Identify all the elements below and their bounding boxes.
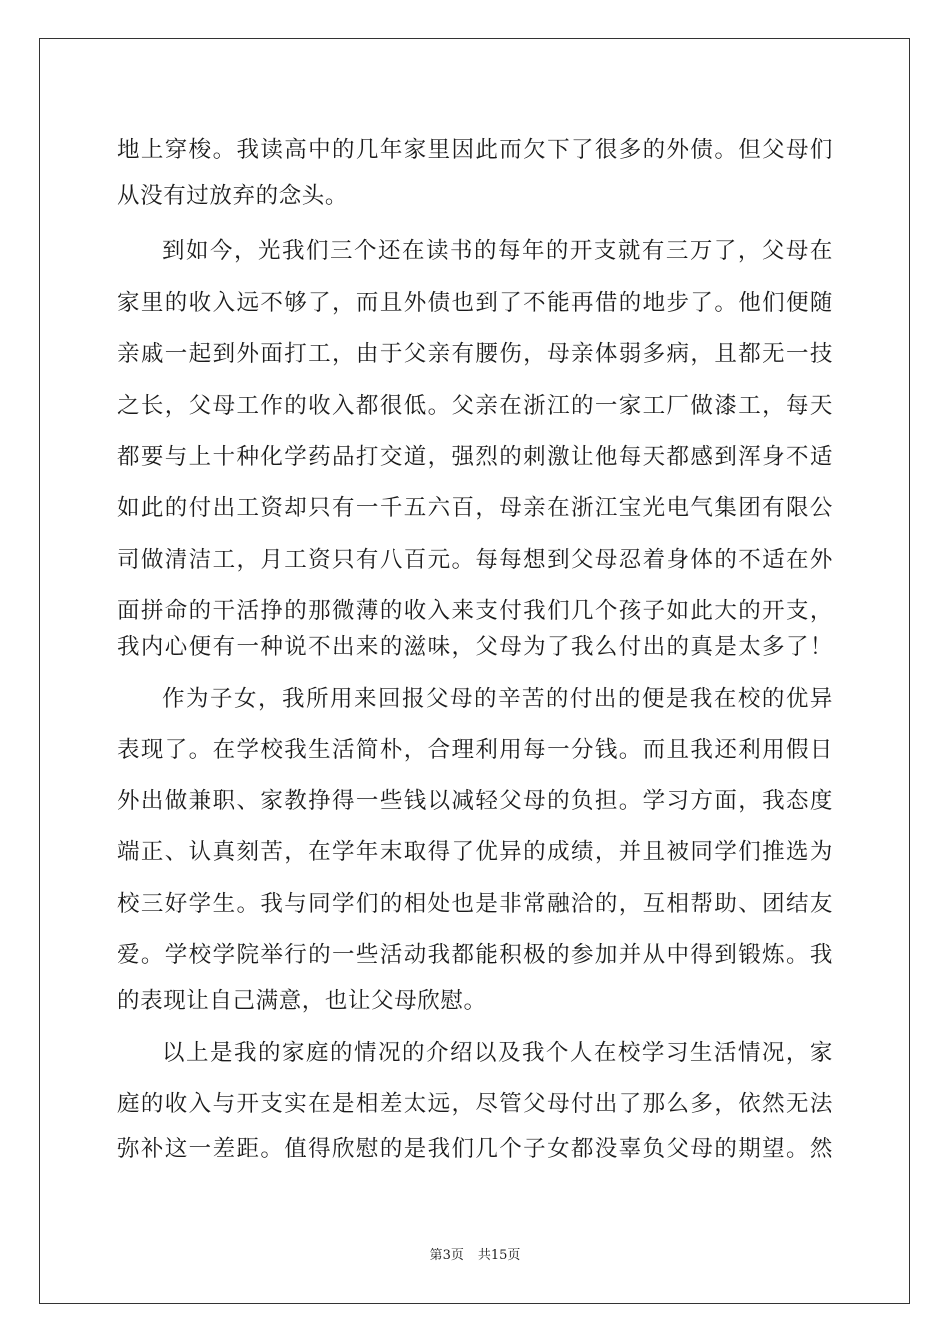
text-line: 的表现让自己满意，也让父母欣慰。 <box>117 988 487 1014</box>
text-line: 爱。学校学院举行的一些活动我都能积极的参加并从中得到锻炼。我 <box>117 942 833 968</box>
text-line: 庭的收入与开支实在是相差太远，尽管父母付出了那么多，依然无法 <box>117 1091 833 1117</box>
page-footer <box>0 1247 950 1265</box>
text-line: 面拼命的干活挣的那微薄的收入来支付我们几个孩子如此大的开支， <box>117 598 833 624</box>
text-line: 外出做兼职、家教挣得一些钱以减轻父母的负担。学习方面，我态度 <box>117 788 833 814</box>
text-line: 家里的收入远不够了，而且外债也到了不能再借的地步了。他们便随 <box>117 290 833 316</box>
page-prefix: 第 <box>429 1248 443 1263</box>
text-line: 从没有过放弃的念头。 <box>117 183 349 209</box>
text-line: 我内心便有一种说不出来的滋味，父母为了我么付出的真是太多了！ <box>117 634 833 660</box>
page-number <box>430 1247 464 1265</box>
text-line: 都要与上十种化学药品打交道，强烈的刺激让他每天都感到浑身不适 <box>117 444 833 470</box>
text-line: 弥补这一差距。值得欣慰的是我们几个子女都没辜负父母的期望。然 <box>117 1136 833 1162</box>
text-line: 到如今，光我们三个还在读书的每年的开支就有三万了，父母在 <box>162 238 833 264</box>
total-suffix: 页 <box>507 1248 521 1263</box>
text-line: 以上是我的家庭的情况的介绍以及我个人在校学习生活情况，家 <box>162 1040 833 1066</box>
text-line: 端正、认真刻苦，在学年末取得了优异的成绩，并且被同学们推选为 <box>117 839 833 865</box>
text-line: 校三好学生。我与同学们的相处也是非常融洽的，互相帮助、团结友 <box>117 891 833 917</box>
total-pages: 15 <box>490 1248 508 1263</box>
text-line: 地上穿梭。我读高中的几年家里因此而欠下了很多的外债。但父母们 <box>117 137 833 163</box>
text-line: 之长，父母工作的收入都很低。父亲在浙江的一家工厂做漆工，每天 <box>117 393 833 419</box>
text-line: 司做清洁工，月工资只有八百元。每每想到父母忍着身体的不适在外 <box>117 547 833 573</box>
total-prefix: 共 <box>477 1248 491 1263</box>
text-line: 如此的付出工资却只有一千五六百，母亲在浙江宝光电气集团有限公 <box>117 495 833 521</box>
current-page: 3 <box>442 1248 451 1263</box>
text-line: 表现了。在学校我生活简朴，合理利用每一分钱。而且我还利用假日 <box>117 737 833 763</box>
page-suffix: 页 <box>450 1248 464 1263</box>
text-line: 作为子女，我所用来回报父母的辛苦的付出的便是我在校的优异 <box>162 686 833 712</box>
page-total <box>478 1247 521 1265</box>
text-line: 亲戚一起到外面打工，由于父亲有腰伤，母亲体弱多病，且都无一技 <box>117 341 833 367</box>
